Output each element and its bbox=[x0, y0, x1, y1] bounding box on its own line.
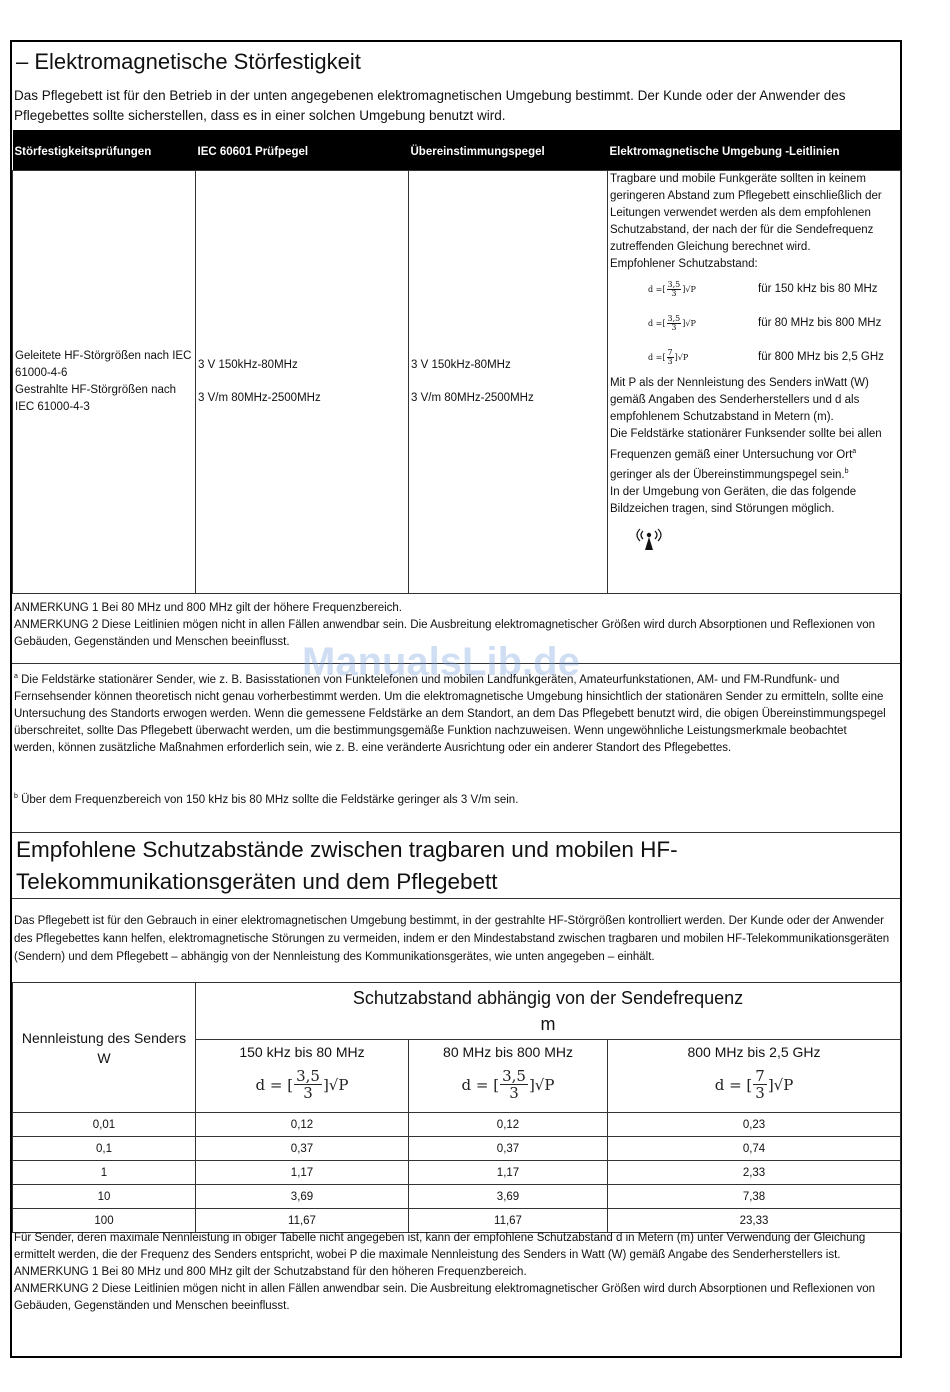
col-header-test-level: IEC 60601 Prüfpegel bbox=[196, 130, 409, 170]
test-level-conducted: 3 V 150kHz-80MHz bbox=[198, 358, 298, 371]
section2-intro: Das Pflegebett ist für den Gebrauch in einer elektromagnetischen Umgebung bestimmt, in der gestrahlte HF-Störgrößen kontrolliert werden. Der Kunde oder der Anwender des Pflegebettes kann helfen, elektromagnetische Störungen zu vermeiden, indem er den Mindestabstand zwischen tragbaren und mobilen HF-Telekommunikationsgeräten (Sendern) und dem Pflegebett – abhängig von der Nennleistung des Kommunikationsgerätes, wie unten angegeben – einhält. bbox=[14, 915, 890, 963]
radiated-rf-test: Gestrahlte HF-Störgrößen nach IEC 61000-4-3 bbox=[15, 383, 177, 413]
formula-range: für 150 kHz bis 80 MHz bbox=[758, 283, 878, 295]
footnote-b: $^b$ Über dem Frequenzbereich von 150 kHz bis 80 MHz sollte die Feldstärke geringer als 3 V/m sein. bbox=[14, 793, 519, 806]
col-header-150khz: 150 kHz bis 80 MHz d = [ 3,5 3 ]√P bbox=[196, 1040, 409, 1113]
distance-formula: d = [ 3,5 3 ]√P bbox=[461, 1067, 555, 1102]
distance-formula: d = [ $\frac{3,5}{3}$ ] √P bbox=[648, 280, 696, 298]
nonionizing-radiation-icon bbox=[634, 526, 664, 556]
guidance-intro: Tragbare und mobile Funkgeräte sollten in keinem geringeren Abstand zum Pflegebett einschließlich der Leitungen verwendet werden als dem empfohlenen Schutzabstand, der nach der für die Sendefrequenz zutreffenden Gleichung berechnet wird. bbox=[610, 172, 882, 253]
distance-cell: 0,37 bbox=[409, 1137, 608, 1161]
formula-range: für 800 MHz bis 2,5 GHz bbox=[758, 351, 884, 363]
col-header-guidance: Elektromagnetische Umgebung -Leitlinien bbox=[608, 130, 901, 170]
note-2: ANMERKUNG 2 Diese Leitlinien mögen nicht in allen Fällen anwendbar sein. Die Ausbreitung elektromagnetischer Größen wird durch Absorptionen und Reflexionen von Gebäuden, Gegenständen und Menschen beeinflusst. bbox=[14, 619, 876, 648]
power-cell: 100 bbox=[13, 1209, 196, 1233]
distance-cell: 7,38 bbox=[608, 1185, 901, 1209]
test-level-cell bbox=[196, 170, 409, 593]
power-cell: 10 bbox=[13, 1185, 196, 1209]
distance-formula: d = [ $\frac{3,5}{3}$ ] √P bbox=[648, 314, 696, 332]
formula-range: für 80 MHz bis 800 MHz bbox=[758, 317, 882, 329]
section2-title: Empfohlene Schutzabstände zwischen tragbaren und mobilen HF-Telekommunikationsgeräten und dem Pflegebett bbox=[16, 837, 678, 894]
formula-row bbox=[610, 273, 898, 307]
note-2: ANMERKUNG 2 Diese Leitlinien mögen nicht in allen Fällen anwendbar sein. Die Ausbreitung elektromagnetischer Größen wird durch Absorptionen und Reflexionen von Gebäuden, Gegenständen und Menschen beeinflusst. bbox=[14, 1283, 876, 1312]
compliance-conducted: 3 V 150kHz-80MHz bbox=[411, 358, 511, 371]
guidance-symbol-text: In der Umgebung von Geräten, die das folgende Bildzeichen tragen, sind Störungen möglich. bbox=[610, 486, 857, 516]
distance-cell: 3,69 bbox=[409, 1185, 608, 1209]
immunity-table bbox=[12, 130, 901, 594]
col-header-tests: Störfestigkeitsprüfungen bbox=[13, 130, 196, 170]
formula-row bbox=[610, 307, 898, 341]
tests-cell bbox=[13, 170, 196, 593]
distance-cell: 23,33 bbox=[608, 1209, 901, 1233]
test-level-radiated: 3 V/m 80MHz-2500MHz bbox=[198, 391, 321, 404]
col-header-compliance-level: Übereinstimmungspegel bbox=[409, 130, 608, 170]
distance-cell: 11,67 bbox=[196, 1209, 409, 1233]
distance-cell: 0,12 bbox=[196, 1113, 409, 1137]
distance-cell: 0,12 bbox=[409, 1113, 608, 1137]
distance-cell: 11,67 bbox=[409, 1209, 608, 1233]
document-page bbox=[10, 40, 902, 1358]
col-header-800mhz: 800 MHz bis 2,5 GHz d = [ 7 3 ]√P bbox=[608, 1040, 901, 1113]
immunity-table-header bbox=[13, 130, 901, 170]
power-cell: 0,01 bbox=[13, 1113, 196, 1137]
section2-footer bbox=[14, 1230, 898, 1315]
divider bbox=[12, 832, 900, 833]
compliance-radiated: 3 V/m 80MHz-2500MHz bbox=[411, 391, 534, 404]
table-row bbox=[13, 170, 901, 593]
footnote-a: $^a$ Die Feldstärke stationärer Sender, wie z. B. Basisstationen von Funktelefonen und mobilen Landfunkgeräten, Amateurfunkstationen, AM- und FM-Rundfunk- und Fernsehsender können theoretisch nicht genau vorherbestimmt werden. Um die elektromagnetische Umgebung hinsichtlich der stationären Sender zu ermitteln, sollte eine Untersuchung des Standorts erwogen werden. Wenn die gemessene Feldstärke an dem Standort, an dem Das Pflegebett benutzt wird, die obigen Übereinstimmungspegel überschreitet, sollte Das Pflegebett überwacht werden, um die bestimmungsgemäße Funktion nachzuweisen. Wenn ungewöhnliche Leistungsmerkmale beobachtet werden, können zusätzliche Maßnahmen erforderlich sein, wie z. B. eine veränderte Ausrichtung oder ein anderer Standort des Pflegebettes. bbox=[14, 673, 886, 754]
distance-cell: 3,69 bbox=[196, 1185, 409, 1209]
guidance-label: Empfohlener Schutzabstand: bbox=[610, 257, 758, 270]
divider bbox=[12, 898, 900, 899]
distance-cell: 2,33 bbox=[608, 1161, 901, 1185]
row-header-power: Nennleistung des Senders W bbox=[13, 983, 196, 1113]
col-header-80mhz: 80 MHz bis 800 MHz d = [ 3,5 3 ]√P bbox=[409, 1040, 608, 1113]
note-1: ANMERKUNG 1 Bei 80 MHz und 800 MHz gilt der höhere Frequenzbereich. bbox=[14, 602, 402, 614]
table-row bbox=[13, 1137, 901, 1161]
table-row bbox=[13, 1209, 901, 1233]
compliance-level-cell bbox=[409, 170, 608, 593]
table-row bbox=[13, 1161, 901, 1185]
watermark: ManualsLib.de bbox=[302, 640, 580, 684]
table-row bbox=[13, 1113, 901, 1137]
power-cell: 1 bbox=[13, 1161, 196, 1185]
distance-cell: 0,37 bbox=[196, 1137, 409, 1161]
power-cell: 0,1 bbox=[13, 1137, 196, 1161]
guidance-cell bbox=[608, 170, 901, 593]
note-1: ANMERKUNG 1 Bei 80 MHz und 800 MHz gilt der Schutzabstand für den höheren Frequenzbereich. bbox=[14, 1266, 527, 1278]
guidance-field: Die Feldstärke stationärer Funksender sollte bei allen Frequenzen gemäß einer Untersuchung vor Ort$^a$ geringer als der Übereinstimmungspegel sein.$^b$ bbox=[610, 427, 882, 482]
distance-cell: 1,17 bbox=[409, 1161, 608, 1185]
distance-formula: d = [ 7 3 ]√P bbox=[714, 1067, 794, 1102]
formula-row bbox=[610, 341, 898, 375]
distance-cell: 1,17 bbox=[196, 1161, 409, 1185]
distance-cell: 0,23 bbox=[608, 1113, 901, 1137]
span-header-distance: Schutzabstand abhängig von der Sendefrequenz m bbox=[196, 983, 901, 1040]
section1-title: – Elektromagnetische Störfestigkeit bbox=[16, 49, 361, 74]
distance-formula: d = [ $\frac{7}{3}$ ] √P bbox=[648, 348, 689, 366]
unlisted-power-text: Für Sender, deren maximale Nennleistung in obiger Tabelle nicht angegeben ist, kann der empfohlene Schutzabstand d in Metern (m) unter Verwendung der Gleichung ermittelt werden, die der Frequenz des Senders entspricht, wobei P die maximale Nennleistung des Senders in Watt (W) gemäß Angabe des Senderherstellers ist. bbox=[14, 1232, 866, 1261]
distance-cell: 0,74 bbox=[608, 1137, 901, 1161]
distance-table-header bbox=[13, 983, 901, 1040]
conducted-rf-test: Geleitete HF-Störgrößen nach IEC 61000-4-6 bbox=[15, 349, 192, 379]
distance-formula: d = [ 3,5 3 ]√P bbox=[255, 1067, 349, 1102]
distance-table bbox=[12, 982, 901, 1233]
guidance-power: Mit P als der Nennleistung des Senders inWatt (W) gemäß Angaben des Senderherstellers und d als empfohlenem Schutzabstand in Metern (m). bbox=[610, 376, 869, 423]
section1-intro: Das Pflegebett ist für den Betrieb in der unten angegebenen elektromagnetischen Umgebung bestimmt. Der Kunde oder der Anwender des Pflegebettes sollte sicherstellen, dass es in einer solchen Umgebung benutzt wird. bbox=[14, 88, 846, 123]
table-row bbox=[13, 1185, 901, 1209]
